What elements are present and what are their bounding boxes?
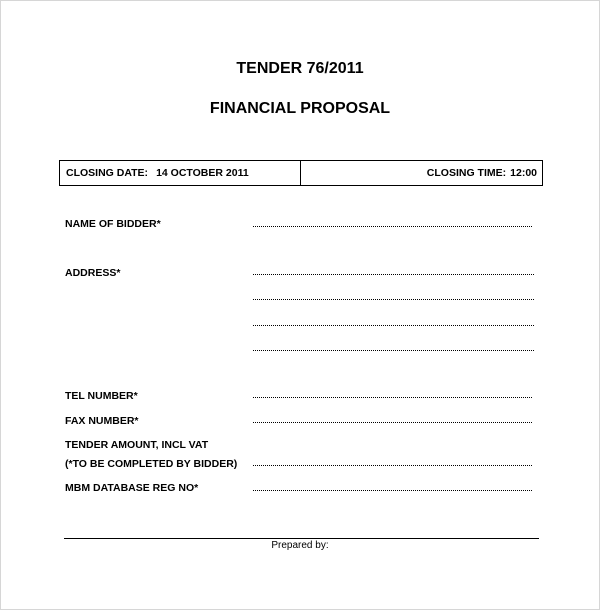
tender-amount-field[interactable] bbox=[253, 465, 532, 466]
closing-time-cell bbox=[301, 161, 542, 185]
address-line-4-field[interactable] bbox=[253, 350, 534, 351]
bidder-name-field[interactable] bbox=[253, 226, 532, 227]
footer-divider bbox=[64, 538, 539, 539]
mbm-database-field[interactable] bbox=[253, 490, 532, 491]
tender-amount-label: TENDER AMOUNT, INCL VAT bbox=[65, 439, 209, 451]
closing-time-value: 12:00 bbox=[510, 167, 537, 179]
tel-number-field[interactable] bbox=[253, 397, 532, 398]
address-line-1-field[interactable] bbox=[253, 274, 534, 275]
fax-number-label: FAX NUMBER* bbox=[65, 415, 139, 427]
closing-date-value: 14 OCTOBER 2011 bbox=[156, 167, 249, 179]
fax-number-field[interactable] bbox=[253, 422, 532, 423]
tel-number-label: TEL NUMBER* bbox=[65, 390, 138, 402]
document-title: TENDER 76/2011 bbox=[236, 60, 364, 77]
bidder-name-label: NAME OF BIDDER* bbox=[65, 218, 161, 230]
document-subtitle: FINANCIAL PROPOSAL bbox=[209, 100, 391, 117]
closing-info-box bbox=[59, 160, 543, 186]
address-line-3-field[interactable] bbox=[253, 325, 534, 326]
address-line-2-field[interactable] bbox=[253, 299, 534, 300]
prepared-by-label: Prepared by: bbox=[271, 540, 329, 551]
closing-date-cell bbox=[60, 161, 301, 185]
closing-date-label: CLOSING DATE: bbox=[66, 167, 149, 179]
address-label: ADDRESS* bbox=[65, 267, 121, 279]
mbm-database-label: MBM DATABASE REG NO* bbox=[65, 482, 199, 494]
closing-time-label: CLOSING TIME: bbox=[426, 167, 507, 179]
tender-amount-note: (*TO BE COMPLETED BY BIDDER) bbox=[65, 458, 238, 470]
